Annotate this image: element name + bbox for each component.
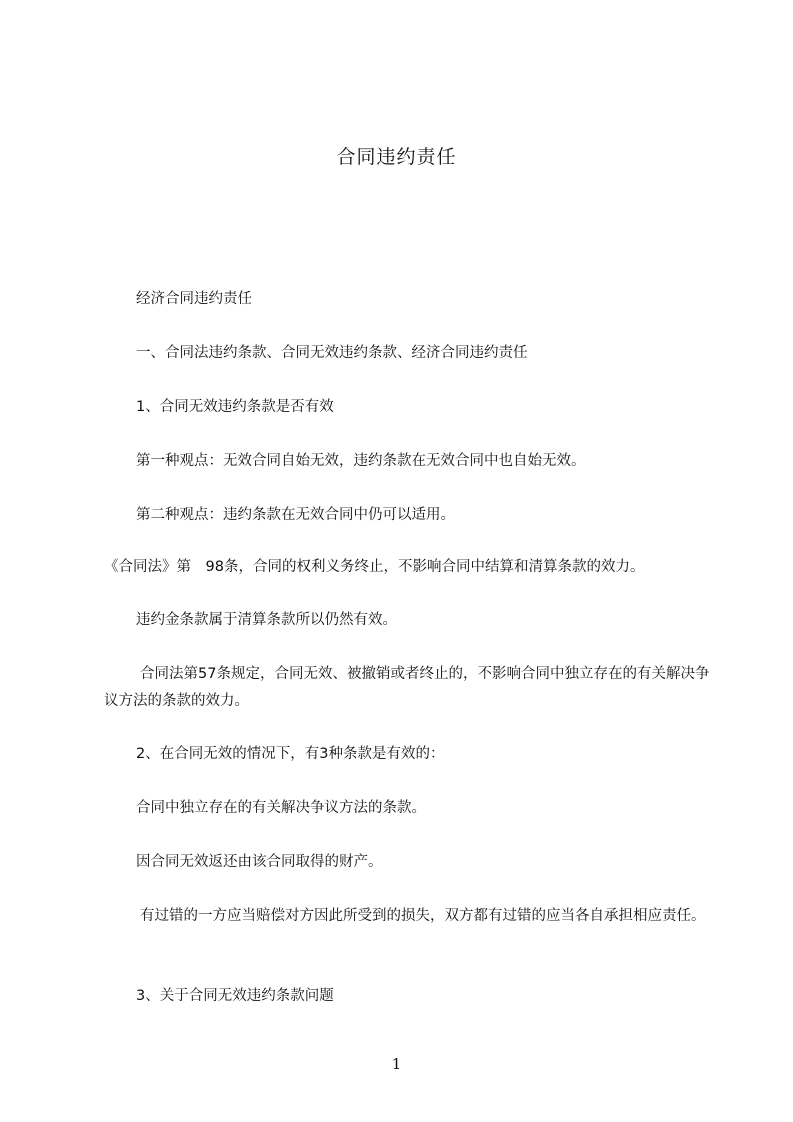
page-number: 1 (391, 1055, 402, 1073)
paragraph-5: 第二种观点：违约条款在无效合同中仍可以适用。 (136, 507, 455, 523)
document-title: 合同违约责任 (336, 146, 457, 168)
paragraph-12: 有过错的一方应当赔偿对方因此所受到的损失，双方都有过错的应当各自承担相应责任。 (140, 908, 706, 924)
paragraph-9: 2、在合同无效的情况下，有3种条款是有效的： (136, 746, 445, 762)
paragraph-11: 因合同无效返还由该合同取得的财产。 (136, 854, 383, 870)
paragraph-8: 合同法第57条规定，合同无效、被撤销或者终止的，不影响合同中独立存在的有关解决争议方法的条款的效力。 (104, 666, 710, 709)
paragraph-4: 第一种观点：无效合同自始无效，违约条款在无效合同中也自始无效。 (136, 453, 586, 469)
paragraph-1: 经济合同违约责任 (136, 291, 252, 307)
paragraph-6: 《合同法》第 98条，合同的权利义务终止，不影响合同中结算和清算条款的效力。 (104, 559, 645, 575)
paragraph-2: 一、合同法违约条款、合同无效违约条款、经济合同违约责任 (136, 345, 528, 361)
paragraph-13: 3、关于合同无效违约条款问题 (136, 988, 334, 1004)
paragraph-7: 违约金条款属于清算条款所以仍然有效。 (136, 612, 397, 628)
paragraph-10: 合同中独立存在的有关解决争议方法的条款。 (136, 800, 426, 816)
paragraph-3: 1、合同无效违约条款是否有效 (136, 399, 334, 415)
